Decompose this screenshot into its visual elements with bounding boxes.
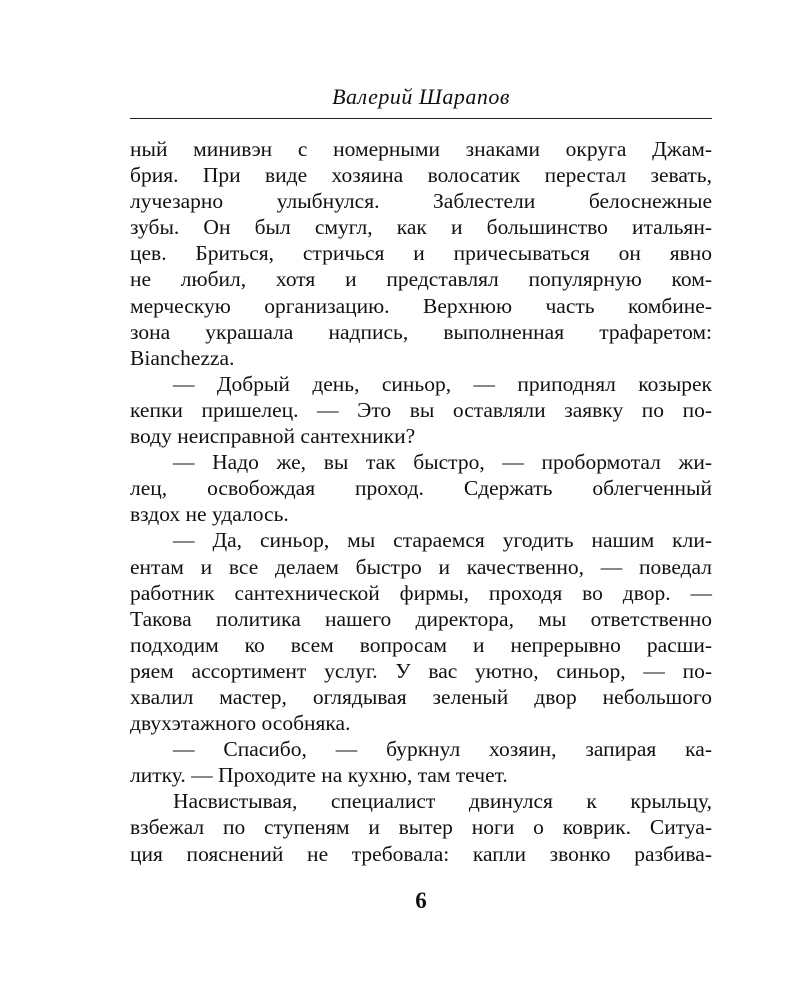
- text-line: Насвистывая, специалист двинулся к крыльцу,: [173, 789, 712, 814]
- text-line: зубы. Он был смугл, как и большинство итальян-: [130, 215, 712, 240]
- text-line: ный минивэн с номерными знаками округа Джам-: [130, 137, 712, 161]
- text-line: — Надо же, вы так быстро, — пробормотал жи-: [173, 450, 712, 475]
- text-line: — Спасибо, — буркнул хозяин, запирая ка-: [173, 737, 712, 762]
- text-line: ентам и все делаем быстро и качественно, — поведал: [130, 554, 712, 579]
- header-rule: [130, 118, 712, 119]
- text-line: кепки пришелец. — Это вы оставляли заявку по по-: [130, 397, 712, 422]
- text-line: взбежал по ступеням и вытер ноги о коврик. Ситуа-: [130, 815, 712, 840]
- text-line: ряем ассортимент услуг. У вас уютно, синьор, — по-: [130, 658, 712, 683]
- text-line: не любил, хотя и представлял популярную ком-: [130, 267, 712, 292]
- text-line: Bianchezza.: [130, 345, 235, 370]
- body-text: [130, 136, 712, 867]
- text-line: хвалил мастер, оглядывая зеленый двор небольшого: [130, 684, 712, 709]
- text-line: зона украшала надпись, выполненная трафаретом:: [130, 319, 712, 344]
- page-number: 6: [415, 888, 427, 913]
- text-line: лец, освобождая проход. Сдержать облегченный: [130, 476, 712, 501]
- text-line: воду неисправной сантехники?: [130, 424, 416, 449]
- text-line: цев. Бриться, стричься и причесываться он явно: [130, 241, 712, 266]
- text-line: брия. При виде хозяина волосатик перестал зевать,: [130, 163, 712, 188]
- text-line: литку. — Проходите на кухню, там течет.: [130, 763, 508, 788]
- text-line: лучезарно улыбнулся. Заблестели белоснежные: [130, 189, 712, 214]
- text-line: мерческую организацию. Верхнюю часть комбине-: [130, 293, 712, 318]
- running-head-author: Валерий Шарапов: [332, 84, 510, 109]
- text-line: — Да, синьор, мы стараемся угодить нашим кли-: [173, 528, 712, 553]
- text-line: работник сантехнической фирмы, проходя во двор. —: [130, 580, 712, 605]
- text-line: вздох не удалось.: [130, 502, 289, 527]
- text-line: двухэтажного особняка.: [130, 711, 351, 736]
- text-line: — Добрый день, синьор, — приподнял козырек: [173, 371, 712, 396]
- text-line: Такова политика нашего директора, мы ответственно: [130, 606, 712, 631]
- text-line: ция пояснений не требовала: капли звонко разбива-: [130, 841, 712, 866]
- text-line: подходим ко всем вопросам и непрерывно расши-: [130, 632, 712, 657]
